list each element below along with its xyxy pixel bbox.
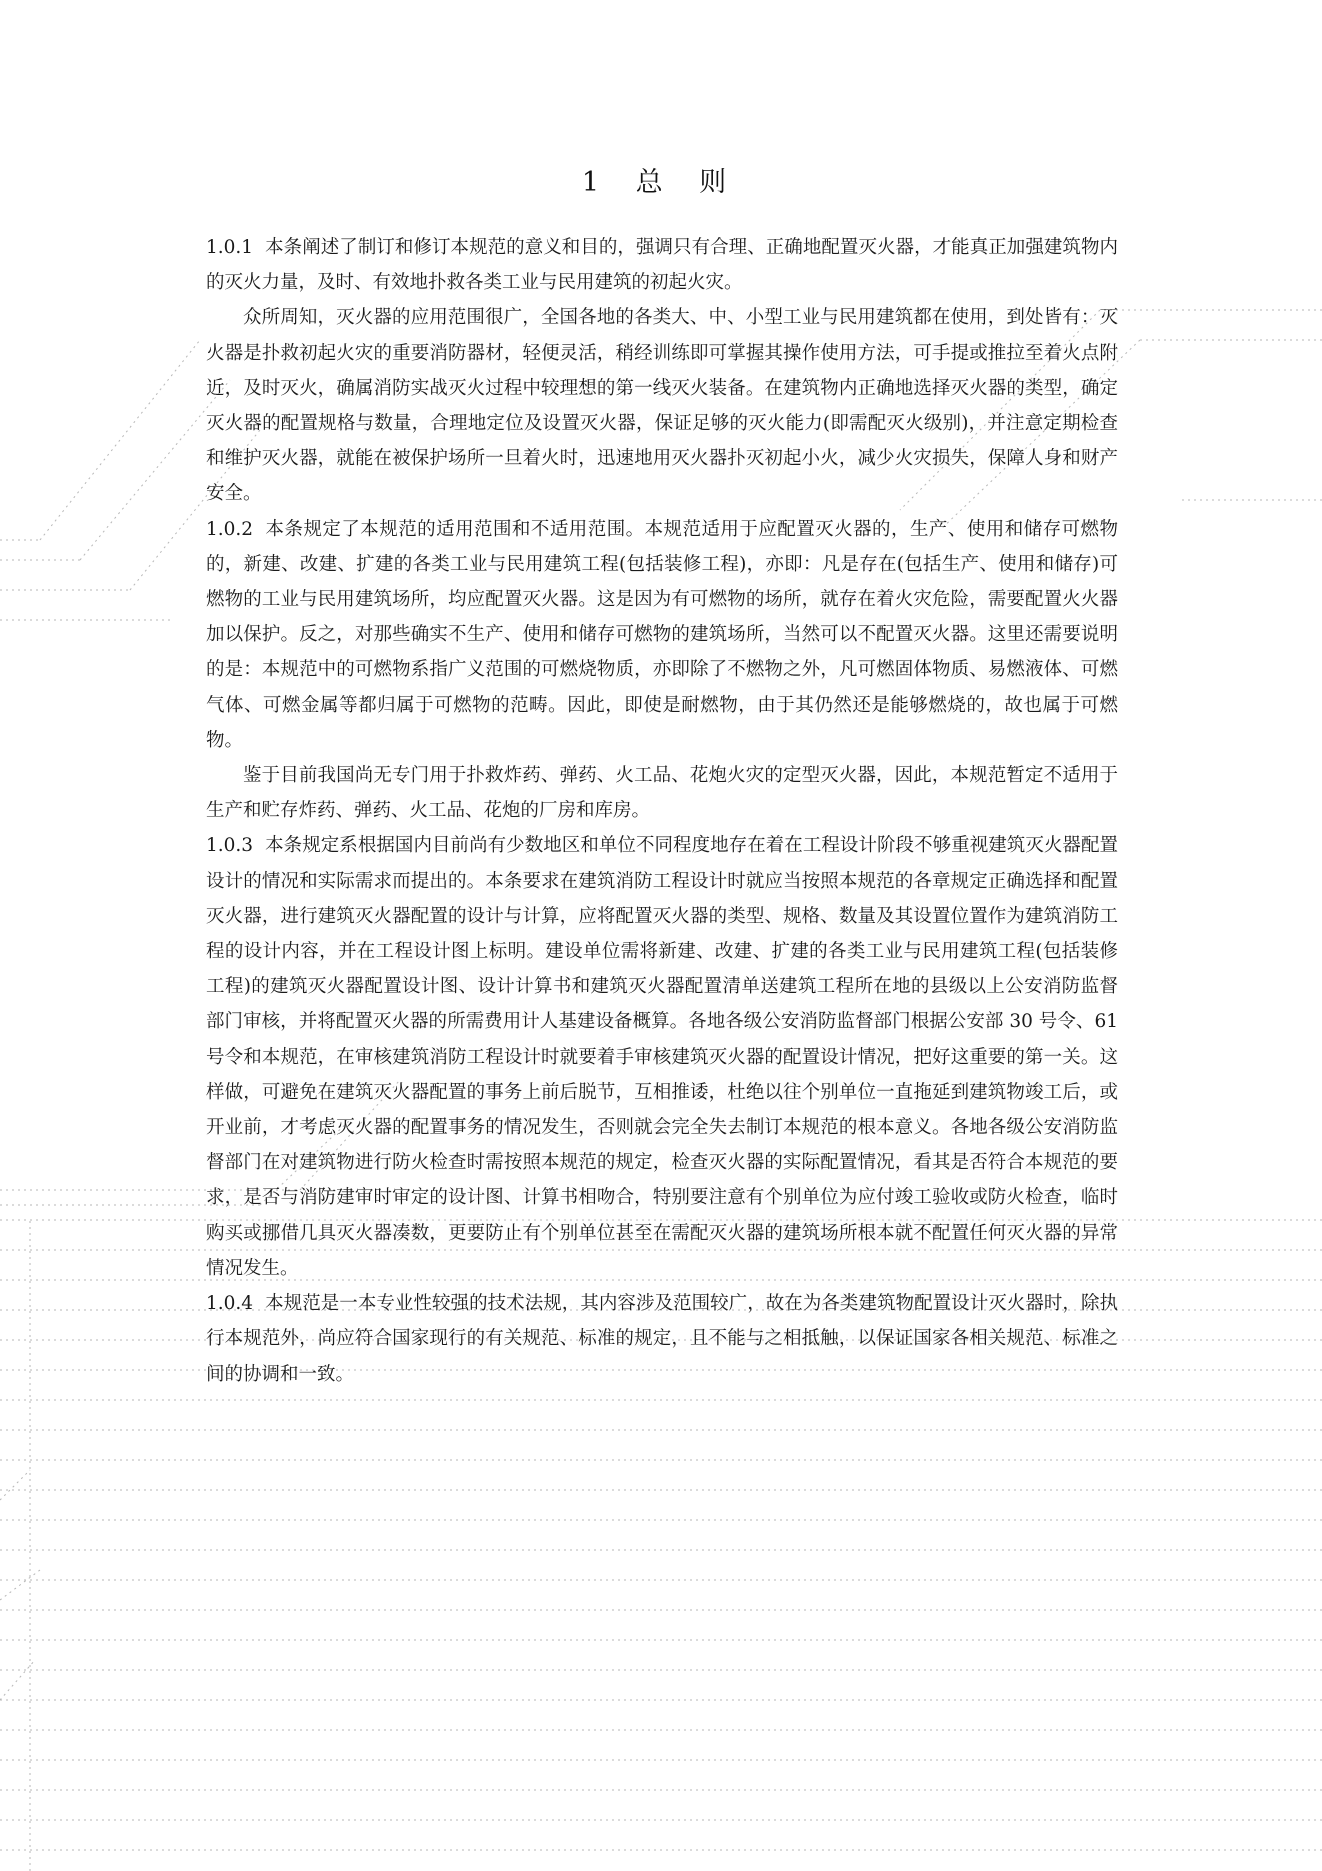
clause-number: 1.0.2 <box>206 518 254 540</box>
paragraph-1-0-2 <box>206 512 1118 758</box>
paragraph-text: 本条规定了本规范的适用范围和不适用范围。本规范适用于应配置灭火器的，生产、使用和储存可燃物的，新建、改建、扩建的各类工业与民用建筑工程(包括装修工程)，亦即：凡是存在(包括生产、使用和储存)可燃物的工业与民用建筑场所，均应配置灭火器。这是因为有可燃物的场所，就存在着火灾危险，需要配置火火器加以保护。反之，对那些确实不生产、使用和储存可燃物的建筑场所，当然可以不配置灭火器。这里还需要说明的是：本规范中的可燃物系指广义范围的可燃烧物质，亦即除了不燃物之外，凡可燃固体物质、易燃液体、可燃气体、可燃金属等都归属于可燃物的范畴。因此，即使是耐燃物，由于其仍然还是能够燃烧的，故也属于可燃物。 <box>206 518 1118 751</box>
chapter-title: 1 总 则 <box>581 167 741 198</box>
document-body <box>206 230 1118 1392</box>
paragraph-text: 本规范是一本专业性较强的技术法规，其内容涉及范围较广，故在为各类建筑物配置设计灭火器时，除执行本规范外，尚应符合国家现行的有关规范、标准的规定，且不能与之相抵触，以保证国家各相关规范、标准之间的协调和一致。 <box>206 1293 1118 1385</box>
paragraph-1-0-2-cont <box>206 758 1118 828</box>
clause-number: 1.0.3 <box>206 835 254 857</box>
clause-number: 1.0.1 <box>206 237 254 258</box>
paragraph-text: 本条阐述了制订和修订本规范的意义和目的，强调只有合理、正确地配置灭火器，才能真正加强建筑物内的灭火力量，及时、有效地扑救各类工业与民用建筑的初起火灾。 <box>206 237 1118 294</box>
paragraph-1-0-4 <box>206 1286 1118 1392</box>
paragraph-1-0-1 <box>206 230 1118 300</box>
paragraph-1-0-1-cont <box>206 300 1118 511</box>
clause-number: 1.0.4 <box>206 1293 254 1315</box>
paragraph-1-0-3 <box>206 828 1118 1286</box>
paragraph-text: 本条规定系根据国内目前尚有少数地区和单位不同程度地存在着在工程设计阶段不够重视建筑灭火器配置设计的情况和实际需求而提出的。本条要求在建筑消防工程设计时就应当按照本规范的各章规定正确选择和配置灭火器，进行建筑灭火器配置的设计与计算，应将配置灭火器的类型、规格、数量及其设置位置作为建筑消防工程的设计内容，并在工程设计图上标明。建设单位需将新建、改建、扩建的各类工业与民用建筑工程(包括装修工程)的建筑灭火器配置设计图、设计计算书和建筑灭火器配置清单送建筑工程所在地的县级以上公安消防监督部门审核，并将配置灭火器的所需费用计人基建设备概算。各地各级公安消防监督部门根据公安部 30 号令、61 号令和本规范，在审核建筑消防工程设计时就要着手审核建筑灭火器的配置设计情况，把好这重要的第一关。这样做，可避免在建筑灭火器配置的事务上前后脱节，互相推诿，杜绝以往个别单位一直拖延到建筑物竣工后，或开业前，才考虑灭火器的配置事务的情况发生，否则就会完全失去制订本规范的根本意义。各地各级公安消防监督部门在对建筑物进行防火检查时需按照本规范的规定，检查灭火器的实际配置情况，看其是否符合本规范的要求，是否与消防建审时审定的设计图、计算书相吻合，特别要注意有个别单位为应付竣工验收或防火检查，临时购买或挪借几具灭火器凑数，更要防止有个别单位甚至在需配灭火器的建筑场所根本就不配置任何灭火器的异常情况发生。 <box>206 835 1118 1279</box>
paragraph-text: 众所周知，灭火器的应用范围很广，全国各地的各类大、中、小型工业与民用建筑都在使用，到处皆有：灭火器是扑救初起火灾的重要消防器材，轻便灵活，稍经训练即可掌握其操作使用方法，可手提或推拉至着火点附近，及时灭火，确属消防实战灭火过程中较理想的第一线灭火装备。在建筑物内正确地选择灭火器的类型，确定灭火器的配置规格与数量，合理地定位及设置灭火器，保证足够的灭火能力(即需配灭火级别)，并注意定期检查和维护灭火器，就能在被保护场所一旦着火时，迅速地用灭火器扑灭初起小火，减少火灾损失，保障人身和财产安全。 <box>206 307 1118 505</box>
paragraph-text: 鉴于目前我国尚无专门用于扑救炸药、弹药、火工品、花炮火灾的定型灭火器，因此，本规范暂定不适用于生产和贮存炸药、弹药、火工品、花炮的厂房和库房。 <box>206 765 1118 822</box>
